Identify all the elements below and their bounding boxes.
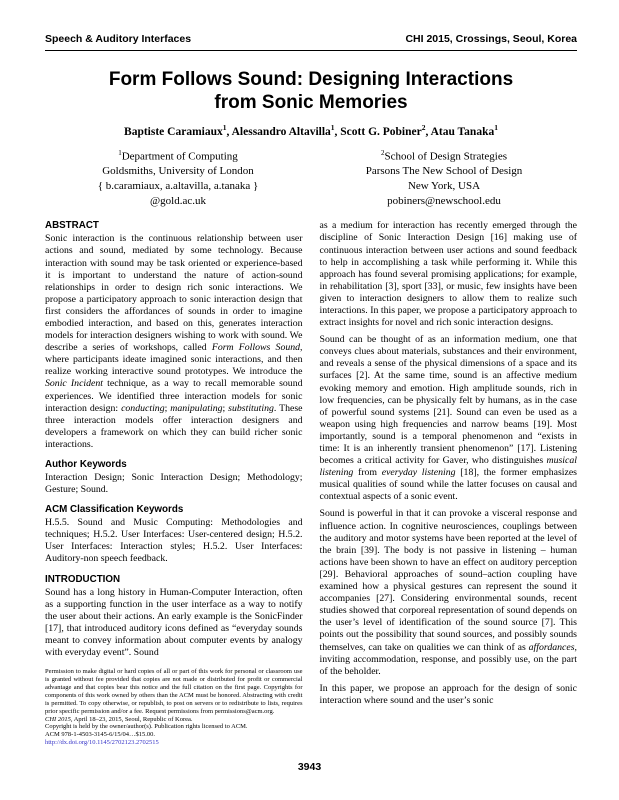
paper-title-line2: from Sonic Memories <box>214 92 408 114</box>
introduction-heading: INTRODUCTION <box>45 573 121 585</box>
author: Alessandro Altavilla$^1$, <box>231 123 341 139</box>
right-column <box>320 220 578 747</box>
body-paragraph: Sound is powerful in that it can provoke a visceral response and influence action. In cognitive neurosciences, couplings between the auditory and motor systems have been reported at the level of the brain [39]. The body is not passive in listening – human actions have been shown to have an effect on auditory perception [29]. Behavioral approaches of sound–action coupling have examined how a physical gestures can represent the sound it accompanies [27]. Considering environmental sounds, recent studies showed that corporeal representation of sound depends on the user’s level of identification of the sound source [7]. This points out the possibility that sound sources, and possibly sounds themselves, can take on qualities we can think of as affordances, inviting accommodation, response, and possibly use, on the part of the beholder. <box>319 508 577 677</box>
running-header <box>45 33 577 45</box>
header-conference-info: CHI 2015, Crossings, Seoul, Korea <box>405 33 577 45</box>
affiliation-line: $^1$Department of Computing <box>118 149 238 163</box>
affiliation-2 <box>311 149 577 208</box>
affiliation-email: @gold.ac.uk <box>150 194 206 207</box>
doi-link[interactable]: http://dx.doi.org/10.1145/2702123.2702515 <box>45 739 159 747</box>
introduction-text: Sound has a long history in Human-Computer Interaction, often as a supporting function in the user interface as a way to notify the user about their actions. An early example is the SonicFinder [17], that introduced auditory icons defined as “everyday sounds meant to convey information about computer events by analogy with everyday event”. Sound <box>45 586 303 659</box>
body-columns <box>45 220 577 747</box>
author: Baptiste Caramiaux$^1$, <box>124 123 232 139</box>
permission-block <box>45 668 303 747</box>
acm-classification-text: H.5.5. Sound and Music Computing: Methodologies and techniques; H.5.2. User Interfaces: User-centered design; H.5.2. User Interfaces: Interaction styles; H.5.2. User Interfaces: Auditory-non speech feedback. <box>45 517 303 565</box>
copyright-line: Copyright is held by the owner/author(s). Publication rights licensed to ACM. <box>45 723 248 731</box>
conference-citation: CHI 2015, April 18–23, 2015, Seoul, Republic of Korea. <box>45 715 193 723</box>
permission-notice: Permission to make digital or hard copies of all or part of this work for personal or classroom use is granted without fee provided that copies are not made or distributed for profit or commercial advantage and that copies bear this notice and the full citation on the first page. Copyrights for components of this work owned by others than the ACM must be honored. Abstracting with credit is permitted. To copy otherwise, or republish, to post on servers or to redistribute to lists, requires prior specific permission and/or a fee. Request permissions from permissions@acm.org. <box>45 668 303 715</box>
body-paragraph: Sound can be thought of as an information medium, one that conveys clues about materials, substances and their environment, and reveals a sense of the physical dimensions of a space and its surfaces [2]. At the same time, sound is an affective medium evoking memory and emotion. High amplitude sounds, rich in low frequencies, can be physically felt by humans, as in the case of powerful sound systems [21]. Sound can even be used as a weapon using high frequencies and narrow beams [19]. Most importantly, sound is a temporal phenomenon and “exists in time: It is an inherently transient phenomenon” [17]. Listening becomes a critical activity for Gaver, who distinguishes musical listening from everyday listening [18], the former emphasizes musical qualities of sound while the latter focuses on causal and contextual aspects of a sonic event. <box>319 334 577 503</box>
author-affiliation-mark: 1 <box>330 123 335 133</box>
body-paragraph: In this paper, we propose an approach for the design of sonic interaction where sound and the user’s sonic <box>319 682 577 706</box>
header-session-title: Speech & Auditory Interfaces <box>45 33 192 45</box>
paper-title <box>45 68 577 114</box>
author-keywords-text: Interaction Design; Sonic Interaction Design; Methodology; Gesture; Sound. <box>45 472 303 496</box>
author-affiliation-mark: 1 <box>222 123 227 133</box>
author-affiliation-mark: 1 <box>494 123 498 133</box>
affiliations <box>45 149 577 208</box>
header-divider <box>45 50 577 51</box>
paper-title-line1: Form Follows Sound: Designing Interactions <box>108 69 514 90</box>
author: Scott G. Pobiner$^2$, <box>340 123 431 139</box>
isbn-line: ACM 978-1-4503-3145-6/15/04…$15.00. <box>45 731 155 739</box>
page-number: 3943 <box>297 761 322 773</box>
abstract-text: Sonic interaction is the continuous relationship between user actions and sound, mediated by some technology. Because interaction with sound may be task oriented or experience-based it is important to understand the nature of action-sound relationships in order to design rich sonic interactions. We propose a participatory approach to sonic interaction design that first considers the affordances of sounds in order to imagine embodied interaction, and based on this, generates interaction models for interaction designers wishing to work with sound. We describe a series of workshops, called Form Follows Sound, where participants ideate imagined sonic interactions, and then realize working interactive sound prototypes. We introduce the Sonic Incident technique, as a way to recall memorable sound experiences. We identified three interaction models for sonic interaction design: conducting; manipulating; substituting. These three interaction models offer interaction designers and developers a framework on which they can build richer sonic interactions. <box>45 233 303 450</box>
acm-classification-heading: ACM Classification Keywords <box>45 504 184 516</box>
body-paragraph: as a medium for interaction has recently emerged through the discipline of Sonic Interaction Design [16] making use of continuous interaction between user actions and sound feedback to help in accomplishing a task while performing it. While this approach has found several promising applications; for example, in rehabilitation [3], sport [33], or music, few insights have been given to interaction designers to allow them to realize such interactions. In this paper, we propose a participatory approach to extract insights for novel and rich sonic interaction designs. <box>319 220 577 329</box>
author-keywords-heading: Author Keywords <box>45 459 127 471</box>
abstract-heading: ABSTRACT <box>45 220 99 232</box>
left-column <box>45 220 303 747</box>
affiliation-line: Parsons The New School of Design <box>365 165 523 178</box>
author: Atau Tanaka$^1$ <box>430 123 498 139</box>
affiliation-1 <box>45 149 311 208</box>
authors-line <box>45 123 577 138</box>
affiliation-email: pobiners@newschool.edu <box>387 194 501 207</box>
affiliation-line: $^2$School of Design Strategies <box>380 149 507 163</box>
author-affiliation-mark: 2 <box>421 123 426 133</box>
affiliation-line: { b.caramiaux, a.altavilla, a.tanaka } <box>97 180 259 193</box>
affiliation-line: New York, USA <box>407 180 481 193</box>
affiliation-line: Goldsmiths, University of London <box>102 165 254 178</box>
